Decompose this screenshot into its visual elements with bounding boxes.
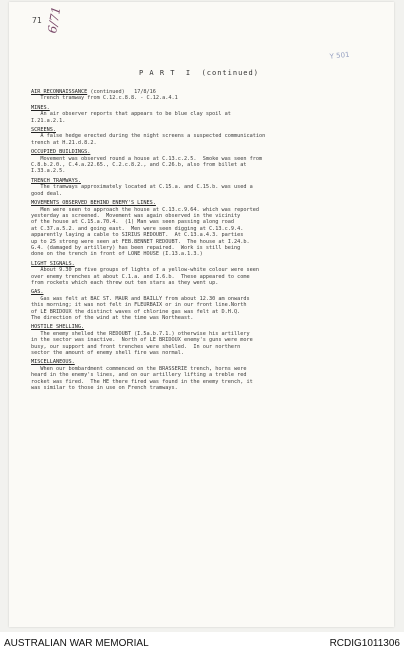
report-section [31,105,389,124]
document-body [31,86,389,391]
footer-record-id: RCDIG1011306 [329,638,400,649]
section-line: Movement was observed round a house at C.13.c.2.5. Smoke was seen from [31,155,263,162]
section-line: from rockets which each threw out ten stars as they went up. [31,279,219,286]
archive-stamp: Y 501 [329,50,350,61]
handwritten-note: 6/71 [45,5,64,35]
footer-source-label: AUSTRALIAN WAR MEMORIAL [4,638,149,649]
section-line: G.4. (damaged by artillery) has been repaired. Work is still being [31,244,241,251]
section-line: good deal. [31,190,63,197]
report-section [31,289,389,321]
section-line: at C.37.a.5.2. and going east. Men were seen digging at C.13.c.9.4. [31,225,244,232]
section-line: was similar to those in use on French tramways. [31,385,178,392]
section-line: of LE BRIDOUX the distinct waves of chlorine gas was felt at D.H.Q. [31,308,241,315]
section-line: in the sector was inactive. North of LE BRIDOUX enemy's guns were more [31,337,253,344]
section-heading: MINES. [31,104,50,111]
section-line: I.33.a.2.5. [31,168,66,175]
section-line: I.21.a.2.1. [31,117,66,124]
section-line: About 9.30 pm five groups of lights of a yellow-white colour were seen [31,267,259,274]
section-heading: GAS. [31,289,44,296]
section-heading: TRENCH TRAMWAYS. [31,177,81,184]
report-section [31,324,389,356]
section-line: yesterday as screened. Movement was again observed in the vicinity [31,212,241,219]
report-section [31,178,389,197]
report-section [31,127,389,146]
section-line: apparently laying a cable to SIRIUS REDOUBT. At C.13.a.4.3. parties [31,232,244,239]
section-heading: MISCELLANEOUS. [31,359,75,366]
section-line: this morning; it was not felt in FLEURBAIX or in our front line.North [31,302,247,309]
section-line: done on the trench in front of LONE HOUSE (I.13.a.1.3.) [31,251,203,258]
section-line: A false hedge erected during the night screens a suspected communication [31,133,266,140]
section-line: An air observer reports that appears to be blue clay spoil at [31,111,231,118]
section-line: Men were seen to approach the house at C.13.c.9.64. which was reported [31,206,259,213]
section-line: up to 25 strong were seen at FEB.BENNET REDOUBT. The house at I.24.b. [31,238,250,245]
section-line: Trench tramway from C.12.c.8.8. - C.12.a.4.1 [31,95,178,102]
section-line: When our bombardment commenced on the BRASSERIE trench, horns were [31,365,247,372]
section-line: sector the amount of enemy shell fire was normal. [31,350,185,357]
report-section [31,359,389,391]
section-line: trench at H.21.d.8.2. [31,139,97,146]
section-line: busy, our support and front trenches were shelled. In our northern [31,343,241,350]
section-heading: AIR RECONNAISSANCE [31,89,88,95]
section-line: The direction of the wind at the time was Northeast. [31,315,194,321]
section-line: C.8.b.2.0., C.4.a.22.65., C.2.c.8.2., and C.26.b, also from billet at [31,162,247,169]
section-line: heard in the enemy's lines, and on our artillery lifting a treble red [31,372,247,379]
section-heading: SCREENS. [31,127,56,134]
section-heading: MOVEMENTS OBSERVED BEHIND ENEMY'S LINES. [31,200,156,207]
report-section [31,89,389,102]
section-line: rocket was fired. The HE there fired was found in the enemy trench, it [31,378,253,385]
page-title: P A R T I (continued) [139,69,259,77]
section-heading: LIGHT SIGNALS. [31,260,75,267]
section-line: of the house at C.15.a.70.4. (1) Man was seen passing along road [31,219,235,226]
report-section [31,200,389,258]
document-page [9,2,394,627]
report-section [31,261,389,287]
section-heading: OCCUPIED BUILDINGS. [31,149,91,156]
section-line: The enemy shelled the REDOUBT (I.5a.b.7.1.) otherwise his artillery [31,330,250,337]
section-heading-suffix: (continued) 17/8/16 [90,89,156,95]
section-line: The tramways approximately located at C.15.a. and C.15.b. was used a [31,184,253,191]
report-section [31,149,389,175]
section-heading: HOSTILE SHELLING. [31,324,85,331]
section-line: Gas was felt at BAC ST. MAUR and BAILLY from about 12.30 am onwards [31,295,250,302]
footer-bar [0,632,404,654]
page-number: 71 [32,16,42,25]
section-line: over enemy trenches at about C.1.a. and I.6.b. These appeared to come [31,273,250,280]
